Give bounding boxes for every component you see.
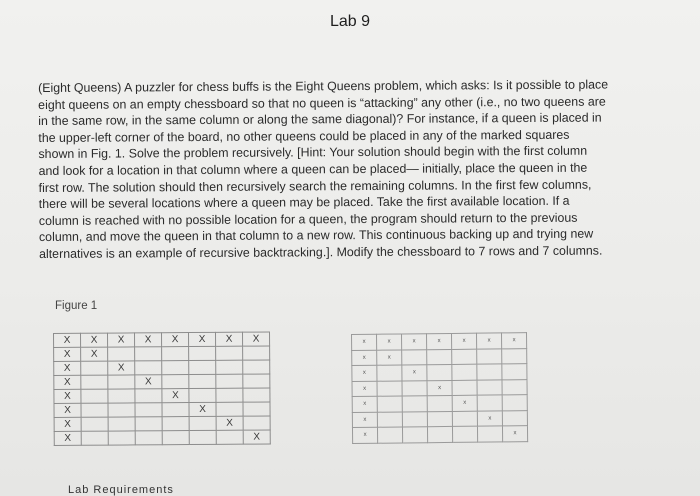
- board8-cell: X: [189, 332, 216, 346]
- board7-cell: [477, 426, 502, 442]
- board8-cell: [108, 389, 135, 403]
- board7-cell: x: [427, 380, 452, 396]
- board8-cell: [189, 430, 216, 444]
- board7-cell: x: [501, 333, 526, 349]
- board8-cell: [216, 402, 243, 416]
- board8-row: [54, 332, 270, 348]
- figure-label: Figure 1: [55, 300, 98, 312]
- paragraph-line: first row. The solution should then recursively search the remaining columns. In the first few columns,: [38, 177, 592, 195]
- board8-cell: [189, 360, 216, 374]
- board8-cell: X: [54, 389, 81, 403]
- board7-cell: [502, 364, 527, 380]
- board8-cell: [189, 346, 216, 360]
- board8-cell: [162, 431, 189, 445]
- board7-cell: [377, 380, 402, 396]
- board8-cell: X: [242, 332, 269, 346]
- board8-row: [54, 360, 270, 376]
- board8-cell: X: [108, 333, 135, 347]
- board7-cell: x: [427, 333, 452, 349]
- board7-cell: x: [377, 349, 402, 365]
- board7-cell: x: [402, 334, 427, 350]
- board8-cell: [81, 431, 108, 445]
- board7-cell: [452, 349, 477, 365]
- board8-cell: [81, 417, 108, 431]
- board8-cell: [108, 417, 135, 431]
- board8-cell: [108, 375, 135, 389]
- board8-cell: [108, 403, 135, 417]
- board8-cell: X: [189, 402, 216, 416]
- board8-cell: X: [54, 431, 81, 445]
- board8-cell: [216, 430, 243, 444]
- board7-cell: [452, 364, 477, 380]
- board8-cell: [108, 431, 135, 445]
- board7-cell: [502, 410, 527, 426]
- board7-row: [352, 379, 527, 396]
- board8-cell: [243, 402, 270, 416]
- board7-cell: [427, 364, 452, 380]
- board7-cell: x: [352, 381, 377, 397]
- board7-cell: [427, 411, 452, 427]
- board7-cell: [502, 348, 527, 364]
- paragraph-line: the upper-left corner of the board, no other queens could be placed in any of the marked squares: [38, 127, 570, 145]
- board8-cell: [135, 403, 162, 417]
- board8-cell: [81, 403, 108, 417]
- paragraph-line: eight queens on an empty chessboard so that no queen is “attacking” any other (i.e., no two queens are: [38, 94, 606, 112]
- board7-cell: [377, 365, 402, 381]
- board8-cell: X: [81, 347, 108, 361]
- board8-cell: X: [54, 417, 81, 431]
- page-title: Lab 9: [329, 13, 371, 30]
- board7-cell: x: [451, 333, 476, 349]
- board7-cell: [402, 427, 427, 443]
- board8-cell: [81, 389, 108, 403]
- board7-cell: [477, 379, 502, 395]
- chessboard-7x7: [351, 332, 528, 443]
- board7-cell: [402, 380, 427, 396]
- board8-cell: [162, 417, 189, 431]
- board8-cell: [216, 360, 243, 374]
- board7-row: [352, 333, 527, 350]
- board8-cell: X: [162, 389, 189, 403]
- board8-cell: [243, 374, 270, 388]
- board7-cell: x: [452, 395, 477, 411]
- board7-cell: [477, 395, 502, 411]
- board7-cell: x: [476, 333, 501, 349]
- board7-cell: [452, 411, 477, 427]
- board8-cell: [135, 417, 162, 431]
- board8-cell: [135, 361, 162, 375]
- board7-cell: [427, 426, 452, 442]
- board8-cell: [135, 389, 162, 403]
- board8-cell: [108, 347, 135, 361]
- board7-cell: [377, 396, 402, 412]
- board8-cell: X: [108, 361, 135, 375]
- board8-row: [54, 416, 270, 432]
- board8-row: [54, 346, 270, 362]
- paragraph-line: (Eight Queens) A puzzler for chess buffs is the Eight Queens problem, which asks: Is it possible to place: [38, 77, 609, 95]
- board8-cell: X: [216, 416, 243, 430]
- board7-cell: [502, 379, 527, 395]
- board8-cell: [189, 388, 216, 402]
- board8-cell: [162, 347, 189, 361]
- board7-cell: x: [477, 410, 502, 426]
- board8-cell: X: [54, 333, 81, 347]
- problem-description: [38, 76, 669, 262]
- board8-cell: [189, 416, 216, 430]
- board8-row: [54, 402, 270, 418]
- board8-cell: [135, 347, 162, 361]
- board7-cell: x: [352, 334, 377, 350]
- board8-cell: X: [54, 347, 81, 361]
- board7-cell: x: [352, 412, 377, 428]
- board8-cell: X: [54, 403, 81, 417]
- board7-cell: [452, 380, 477, 396]
- board8-row: [54, 374, 270, 390]
- board7-cell: [377, 427, 402, 443]
- board7-cell: [477, 364, 502, 380]
- board8-cell: X: [135, 333, 162, 347]
- board8-row: [54, 430, 270, 446]
- board7-cell: [402, 349, 427, 365]
- board8-cell: X: [54, 361, 81, 375]
- board8-cell: [243, 346, 270, 360]
- paragraph-line: there will be several locations where a queen may be placed. Take the first available location. If a: [38, 193, 570, 212]
- board7-cell: [452, 426, 477, 442]
- paragraph-line: in the same row, in the same column or along the same diagonal)? For instance, if a queen is placed in: [38, 110, 602, 129]
- paragraph-line: alternatives is an example of recursive backtracking.]. Modify the chessboard to 7 rows and 7 columns.: [39, 243, 603, 261]
- board7-cell: [477, 348, 502, 364]
- board8-cell: [162, 403, 189, 417]
- chessboard-8x8: [53, 331, 271, 446]
- board7-cell: x: [402, 365, 427, 381]
- board8-cell: X: [81, 333, 108, 347]
- board7-cell: x: [352, 350, 377, 366]
- board8-cell: X: [135, 375, 162, 389]
- board8-cell: X: [54, 375, 81, 389]
- board7-cell: [427, 395, 452, 411]
- board8-cell: [216, 374, 243, 388]
- board8-cell: [189, 374, 216, 388]
- board7-row: [352, 426, 527, 443]
- board8-cell: [243, 416, 270, 430]
- board7-cell: [427, 349, 452, 365]
- board7-row: [352, 364, 527, 381]
- board7-cell: x: [352, 396, 377, 412]
- board7-row: [352, 348, 527, 365]
- board8-cell: [216, 388, 243, 402]
- board8-cell: [216, 346, 243, 360]
- board8-cell: X: [243, 430, 270, 444]
- board7-cell: [402, 396, 427, 412]
- board8-cell: [162, 375, 189, 389]
- board8-cell: X: [162, 333, 189, 347]
- footer-text: Lab Requirements: [68, 484, 174, 496]
- board8-cell: [243, 360, 270, 374]
- paragraph-line: column is reached with no possible location for a queen, the program should return to the previous: [38, 210, 578, 228]
- board7-row: [352, 395, 527, 412]
- board8-row: [54, 388, 270, 404]
- paragraph-line: and look for a location in that column where a queen can be placed— initially, place the queen in the: [38, 160, 588, 178]
- board7-cell: [402, 411, 427, 427]
- paragraph-line: shown in Fig. 1. Solve the problem recursively. [Hint: Your solution should begin with the first column: [38, 144, 588, 162]
- board7-cell: x: [352, 427, 377, 443]
- paragraph-line: column, and move the queen in that column to a new row. This continuous backing up and trying new: [38, 226, 594, 245]
- board8-cell: [243, 388, 270, 402]
- board8-cell: X: [215, 332, 242, 346]
- board7-cell: [377, 411, 402, 427]
- board8-cell: [162, 361, 189, 375]
- board7-cell: x: [377, 334, 402, 350]
- board8-cell: [81, 361, 108, 375]
- board7-row: [352, 410, 527, 427]
- board7-cell: [502, 395, 527, 411]
- board7-cell: x: [502, 426, 527, 442]
- board7-cell: x: [352, 365, 377, 381]
- board8-cell: [135, 431, 162, 445]
- board8-cell: [81, 375, 108, 389]
